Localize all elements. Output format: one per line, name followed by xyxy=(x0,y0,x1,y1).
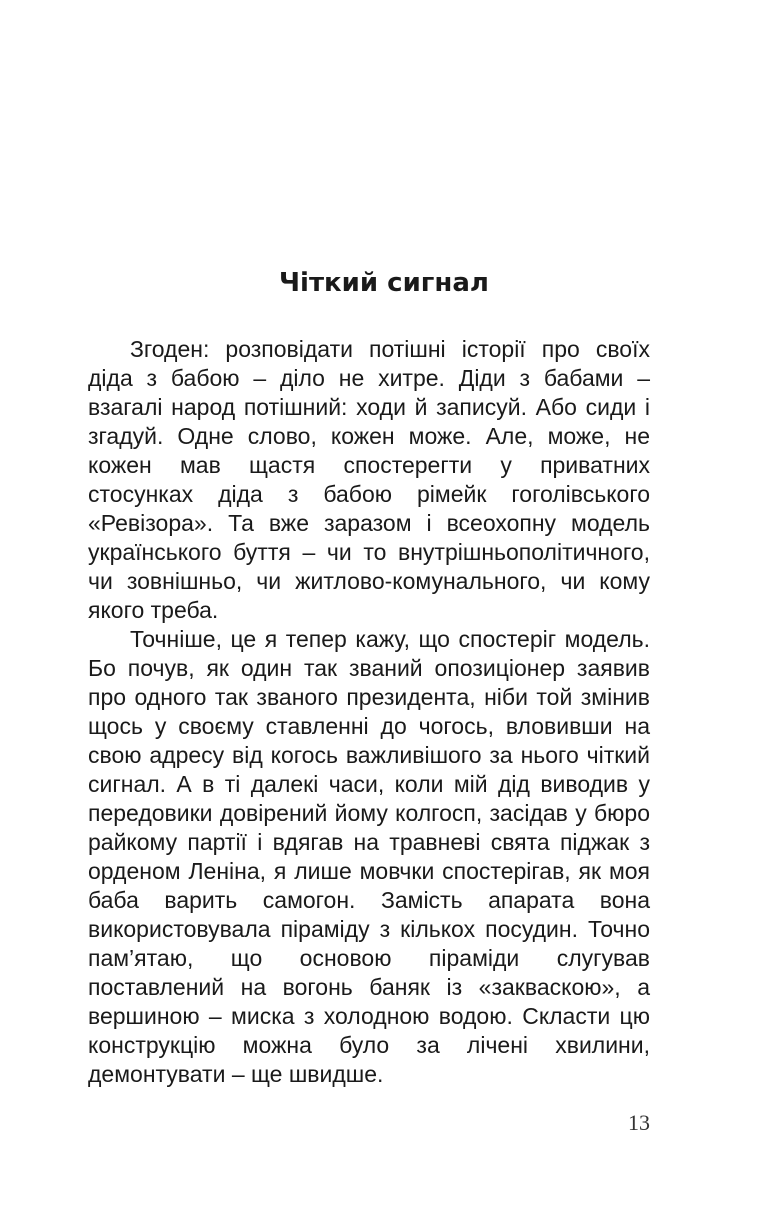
page-number: 13 xyxy=(628,1110,650,1135)
chapter-title: Чіткий сигнал xyxy=(279,268,489,298)
paragraph: Згоден: розповідати потішні історії про своїх діда з бабою – діло не хитре. Діди з бабами – взагалі народ потішний: ходи й записуй. Або сиди і згадуй. Одне слово, кожен може. Але, може, не кожен мав щастя спостерегти у приватних стосунках діда з бабою рімейк гоголівського «Ревізора». Та вже заразом і всеохопну модель українського буття – чи то внутрішньополітичного, чи зовнішньо, чи житлово-комунального, чи кому якого треба. xyxy=(88,336,650,623)
chapter-body xyxy=(88,335,650,1089)
paragraph: Точніше, це я тепер кажу, що спостеріг модель. Бо почув, як один так званий опозиціонер заявив про одного так званого президента, ніби той змінив щось у своєму ставленні до чогось, вловивши на свою адресу від когось важливішого за нього чіткий сигнал. А в ті далекі часи, коли мій дід виводив у передовики довірений йому колгосп, засідав у бюро райкому партії і вдягав на травневі свята піджак з орденом Леніна, я лише мовчки спостерігав, як моя баба варить самогон. Замість апарата вона використовувала піраміду з кількох посудин. Точно пам’ятаю, що основою піраміди слугував поставлений на вогонь баняк із «закваскою», а вершиною – миска з холодною водою. Скласти цю конструкцію можна було за лічені хвилини, демонтувати – ще швидше. xyxy=(88,626,650,1087)
